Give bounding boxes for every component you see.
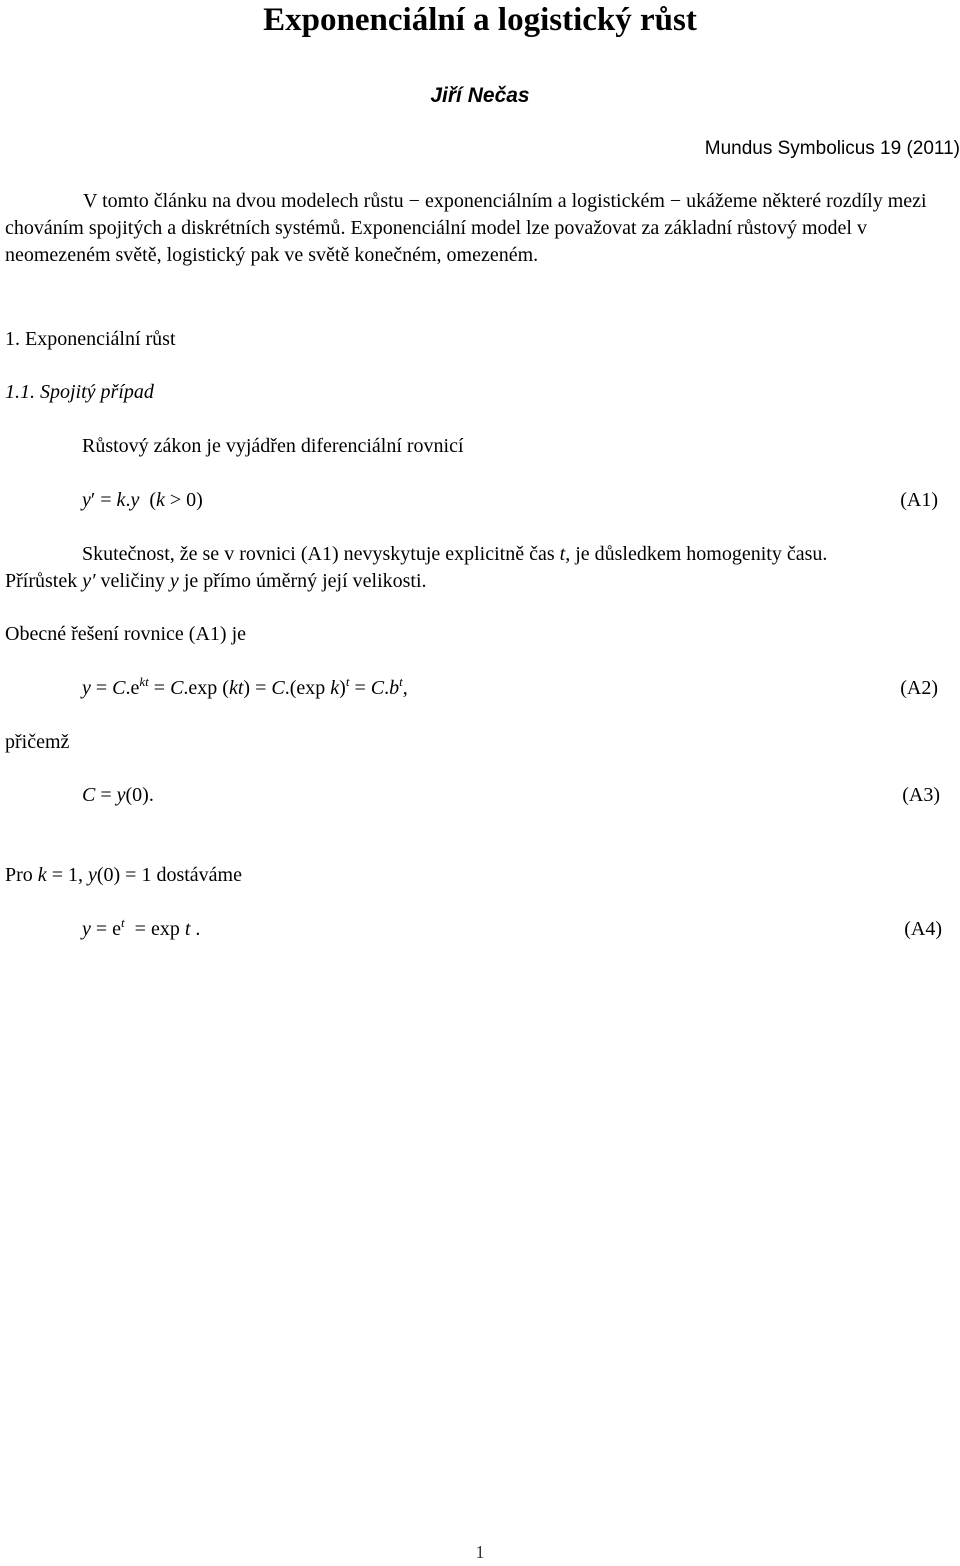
paragraph-growth-law: Růstový zákon je vyjádřen diferenciální rovnicí (82, 435, 464, 457)
publication-venue: Mundus Symbolicus 19 (2011) (704, 138, 960, 159)
page-title: Exponenciální a logistický růst (263, 2, 697, 38)
section-heading: 1. Exponenciální růst (5, 328, 176, 350)
paragraph-whereby: přičemž (5, 731, 70, 753)
equation-a3: C = y(0). (82, 784, 154, 806)
equation-a1: y′ = k.y (k > 0) (82, 489, 203, 511)
equation-a4: $y = e^t = \exp t$ . (82, 915, 201, 940)
abstract-paragraph: V tomto článku na dvou modelech růstu − exponenciálním a logistickém − ukážeme některé rozdíly mezi chováním spojitých a diskrétních systémů. Exponenciální model lze považovat za základní růstový model v neomezeném světě, logistický pak ve světě konečném, omezeném. (5, 190, 927, 266)
subsection-heading: 1.1. Spojitý případ (5, 381, 154, 403)
paragraph-general-solution: Obecné řešení rovnice (A1) je (5, 623, 246, 645)
paragraph-special-case: Pro k = 1, y(0) = 1 dostáváme (5, 864, 242, 886)
equation-a1-label: (A1) (900, 489, 938, 511)
equation-a4-label: (A4) (904, 918, 942, 940)
equation-a2-label: (A2) (900, 677, 938, 699)
equation-a3-label: (A3) (902, 784, 940, 806)
page-number: 1 (475, 1542, 485, 1562)
paragraph-homogeneity-line2: Přírůstek y′ veličiny y je přímo úměrný její velikosti. (5, 570, 427, 592)
equation-a2: $y = C.e^{kt} = C.\exp$ (kt) = C.(exp $k)^t = C.b^t$, (82, 674, 408, 699)
author-name: Jiří Nečas (430, 84, 530, 107)
paragraph-homogeneity-line1: Skutečnost, že se v rovnici (A1) nevyskytuje explicitně čas t, je důsledkem homogenity času. (82, 543, 828, 565)
